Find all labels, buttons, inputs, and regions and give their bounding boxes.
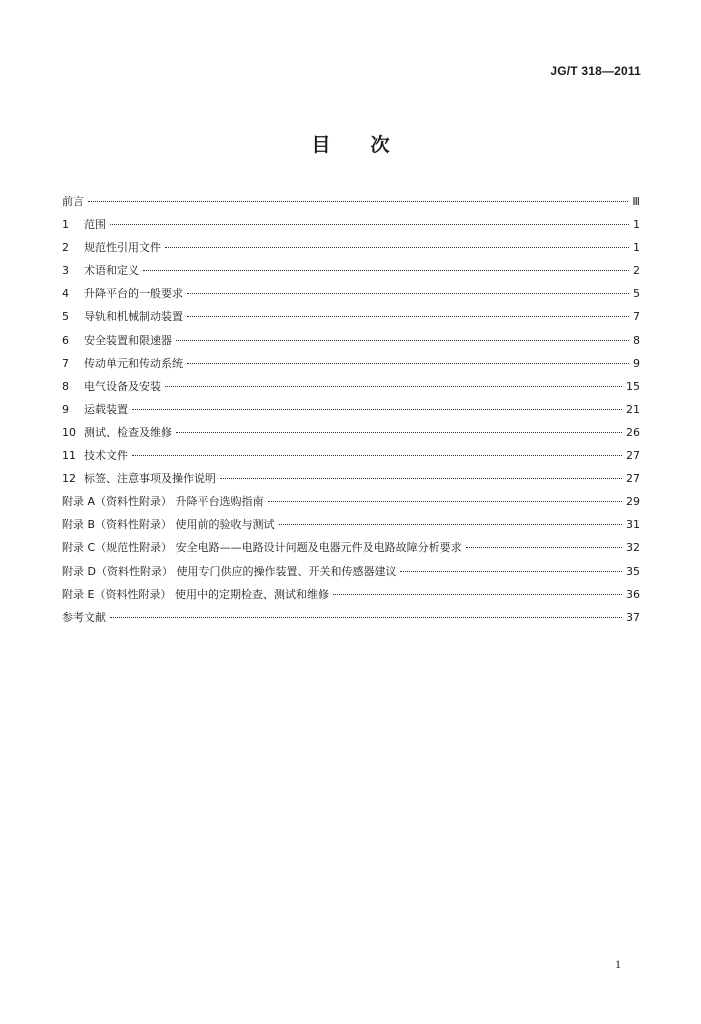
toc-entry-page: 37	[626, 610, 640, 624]
toc-entry-number: 11	[62, 449, 76, 463]
toc-leader	[279, 524, 622, 525]
toc-leader	[187, 293, 629, 294]
toc-entry-text: 附录 E（资料性附录） 使用中的定期检查、测试和维修	[62, 587, 329, 601]
toc-leader	[143, 270, 629, 271]
page-number: 1	[615, 957, 621, 971]
toc-entry[interactable]	[62, 190, 640, 213]
toc-leader	[176, 340, 629, 341]
toc-leader	[132, 455, 622, 456]
toc-leader	[187, 363, 629, 364]
toc-entry[interactable]	[62, 282, 640, 305]
toc-entry-page: 5	[633, 287, 640, 301]
toc-entry-page: 7	[633, 310, 640, 324]
toc-entry[interactable]	[62, 236, 640, 259]
toc-entry[interactable]	[62, 259, 640, 282]
toc-entry-references[interactable]	[62, 606, 640, 629]
toc-entry-appendix-c[interactable]	[62, 536, 640, 559]
toc-entry-text: 技术文件	[84, 449, 128, 463]
toc-entry-text: 附录 A（资料性附录） 升降平台选购指南	[62, 495, 264, 509]
toc-entry-appendix-a[interactable]	[62, 490, 640, 513]
toc-leader	[88, 201, 628, 202]
toc-entry-appendix-d[interactable]	[62, 560, 640, 583]
toc-leader	[132, 409, 622, 410]
toc-entry[interactable]	[62, 213, 640, 236]
toc-leader	[268, 501, 622, 502]
toc-entry-text: 传动单元和传动系统	[84, 356, 183, 370]
toc-entry-text: 范围	[84, 218, 106, 232]
toc-entry-number: 7	[62, 356, 69, 370]
toc-entry[interactable]	[62, 329, 640, 352]
toc-entry[interactable]	[62, 352, 640, 375]
toc-entry[interactable]	[62, 421, 640, 444]
toc-entry-number: 6	[62, 333, 69, 347]
toc-entry-page: 31	[626, 518, 640, 532]
toc-leader	[333, 594, 622, 595]
toc-entry-page: 27	[626, 449, 640, 463]
toc-leader	[400, 571, 622, 572]
toc-entry-text: 导轨和机械制动装置	[84, 310, 183, 324]
toc-entry-text: 规范性引用文件	[84, 241, 161, 255]
toc-entry-page: Ⅲ	[632, 195, 640, 208]
toc-leader	[110, 617, 622, 618]
toc-entry-appendix-e[interactable]	[62, 583, 640, 606]
toc-entry[interactable]	[62, 398, 640, 421]
toc-entry-text: 术语和定义	[84, 264, 139, 278]
toc-leader	[466, 547, 622, 548]
toc-entry-page: 35	[626, 564, 640, 578]
toc-entry-text: 附录 B（资料性附录） 使用前的验收与测试	[62, 518, 275, 532]
toc-entry-text: 附录 D（资料性附录） 使用专门供应的操作装置、开关和传感器建议	[62, 564, 397, 578]
toc-entry-number: 12	[62, 472, 76, 486]
toc-entry-text: 前言	[62, 195, 84, 208]
toc-entry-page: 8	[633, 333, 640, 347]
toc-entry-page: 29	[626, 495, 640, 509]
toc-entry-text: 标签、注意事项及操作说明	[84, 472, 216, 486]
toc-title-char-1: 目	[311, 134, 331, 156]
toc-entry-page: 32	[626, 541, 640, 555]
toc-entry-page: 1	[633, 218, 640, 232]
toc-entry-page: 15	[626, 379, 640, 393]
toc-entry-page: 1	[633, 241, 640, 255]
toc-entry[interactable]	[62, 305, 640, 328]
toc-entry-appendix-b[interactable]	[62, 513, 640, 536]
toc-entry-text: 运载装置	[84, 402, 128, 416]
toc-entry-number: 8	[62, 379, 69, 393]
toc-leader	[176, 432, 622, 433]
toc-entry-page: 21	[626, 402, 640, 416]
toc-entry-number: 2	[62, 241, 69, 255]
toc-entry-text: 参考文献	[62, 610, 106, 624]
toc-entry-page: 9	[633, 356, 640, 370]
toc-entry-page: 2	[633, 264, 640, 278]
toc-entry-number: 1	[62, 218, 69, 232]
toc-leader	[220, 478, 622, 479]
toc-leader	[187, 316, 629, 317]
toc-list	[62, 190, 640, 629]
toc-entry[interactable]	[62, 375, 640, 398]
toc-entry-page: 27	[626, 472, 640, 486]
toc-entry-number: 5	[62, 310, 69, 324]
toc-entry-number: 10	[62, 425, 76, 439]
toc-entry-text: 升降平台的一般要求	[84, 287, 183, 301]
toc-entry-number: 3	[62, 264, 69, 278]
toc-leader	[165, 247, 629, 248]
toc-entry[interactable]	[62, 444, 640, 467]
toc-entry-text: 电气设备及安装	[84, 379, 161, 393]
toc-entry-text: 安全装置和限速器	[84, 333, 172, 347]
toc-entry-number: 9	[62, 402, 69, 416]
toc-entry[interactable]	[62, 467, 640, 490]
toc-entry-text: 测试、检查及维修	[84, 425, 172, 439]
toc-leader	[165, 386, 622, 387]
toc-entry-number: 4	[62, 287, 69, 301]
toc-entry-page: 26	[626, 425, 640, 439]
toc-entry-text: 附录 C（规范性附录） 安全电路——电路设计问题及电器元件及电路故障分析要求	[62, 541, 462, 555]
toc-entry-page: 36	[626, 587, 640, 601]
standard-code: JG/T 318—2011	[550, 64, 641, 78]
toc-leader	[110, 224, 629, 225]
toc-title-char-2: 次	[370, 134, 390, 156]
toc-title	[0, 130, 701, 157]
